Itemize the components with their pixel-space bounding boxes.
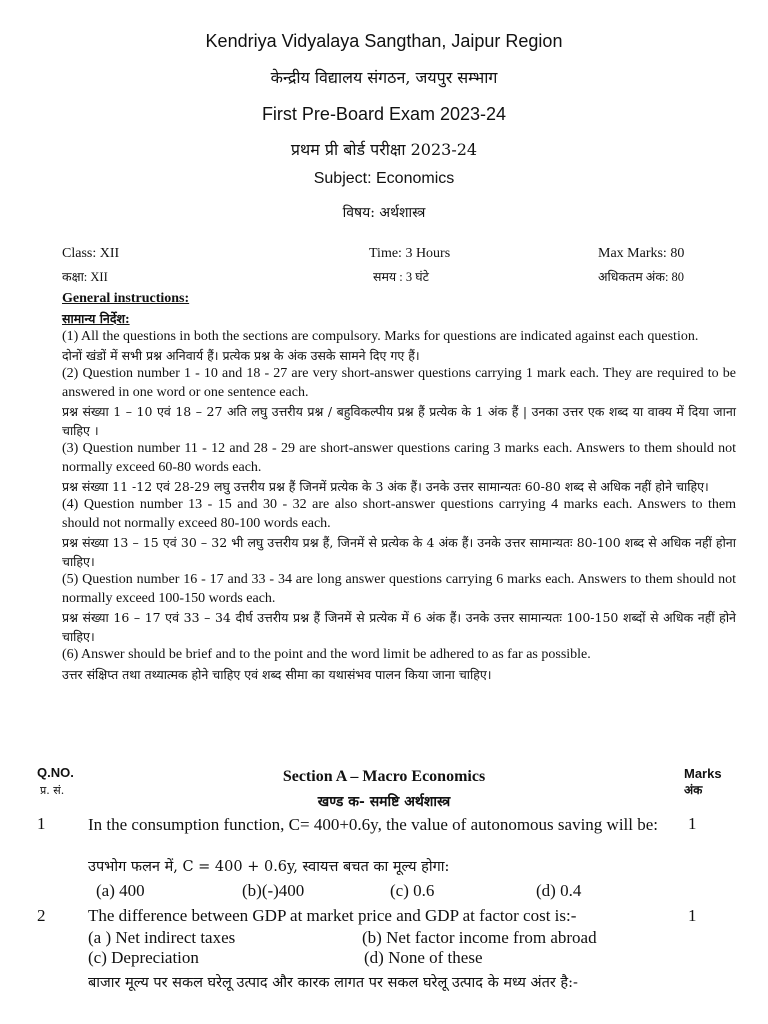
question-1-text-hi: उपभोग फलन में, C = 400 + 0.6y, स्वायत्त बचत का मूल्य होगा: [88,859,450,875]
question-1-number: 1 [37,814,46,833]
instruction-2-hi: प्रश्न संख्या 1 – 10 एवं 18 – 27 अति लघु उत्तरीय प्रश्न / बहुविकल्पीय प्रश्न हैं प्रत्येक के 1 अंक हैं | उनका उत्तर एक शब्द या वाक्य में दिया जाना चाहिए । [62,404,736,438]
question-1-option-b: (b)(-)400 [242,881,305,900]
max-marks-hi: अधिकतम अंक: 80 [598,270,685,284]
instruction-6-en: (6) Answer should be brief and to the point and the word limit be adhered to as far as possible. [62,647,591,662]
question-1-option-d: (d) 0.4 [536,881,582,900]
section-title-en: Section A – Macro Economics [282,768,486,785]
question-1-option-c: (c) 0.6 [390,881,435,900]
org-title-en: Kendriya Vidyalaya Sangthan, Jaipur Region [205,31,563,51]
subject-hi: विषय: अर्थशास्त्र [342,205,426,221]
question-2-marks: 1 [688,906,697,925]
instruction-1-hi: दोनों खंडों में सभी प्रश्न अनिवार्य हैं। प्रत्येक प्रश्न के अंक उसके सामने दिए गए हैं। [62,348,420,363]
question-2-option-b: (b) Net factor income from abroad [362,928,597,947]
time-hi: समय : 3 घंटे [373,270,429,284]
question-2-option-a: (a ) Net indirect taxes [88,928,236,947]
instruction-1-en: (1) All the questions in both the sections are compulsory. Marks for questions are indicated against each question. [62,328,699,344]
question-1-option-a: (a) 400 [96,881,145,900]
marks-header-en: Marks [684,766,722,781]
question-1-marks: 1 [688,814,697,833]
qno-header-hi: प्र. सं. [40,784,65,797]
instruction-4-en: (4) Question number 13 - 15 and 30 - 32 are also short-answer questions carrying 4 marks each. Answers to them should not normally exceed 80-100 words each. [62,497,736,531]
org-title-hi: केन्द्रीय विद्यालय संगठन, जयपुर सम्भाग [270,68,498,87]
question-2-option-c: (c) Depreciation [88,948,199,967]
question-2-text-en: The difference between GDP at market price and GDP at factor cost is:- [88,906,577,925]
class-en: Class: XII [62,246,120,261]
instruction-6-hi: उत्तर संक्षिप्त तथा तथ्यात्मक होने चाहिए एवं शब्द सीमा का यथासंभव पालन किया जाना चाहिए। [62,666,492,682]
instruction-2-en: (2) Question number 1 - 10 and 18 - 27 are very short-answer questions carrying 1 mark each. They are required to be answered in one word or one sentence each. [62,366,736,400]
question-1-text-en: In the consumption function, C= 400+0.6y, the value of autonomous saving will be: [88,815,659,834]
class-hi: कक्षा: XII [62,270,108,284]
question-2-number: 2 [37,906,46,925]
max-marks-en: Max Marks: 80 [598,246,685,261]
time-en: Time: 3 Hours [369,246,451,261]
marks-header-hi: अंक [684,783,703,797]
subject-en: Subject: Economics [313,170,455,187]
section-title-hi: खण्ड क- समष्टि अर्थशास्त्र [317,794,451,810]
instructions-heading-en: General instructions: [62,291,190,306]
instruction-3-en: (3) Question number 11 - 12 and 28 - 29 are short-answer questions caring 3 marks each. Answers to them should not normally exceed 60-80 words each. [62,441,736,475]
general-instructions [62,290,736,684]
question-2-text-hi: बाजार मूल्य पर सकल घरेलू उत्पाद और कारक लागत पर सकल घरेलू उत्पाद के मध्य अंतर है:- [88,975,578,991]
exam-title-en: First Pre-Board Exam 2023-24 [261,104,507,124]
instruction-5-hi: प्रश्न संख्या 16 – 17 एवं 33 – 34 दीर्घ उत्तरीय प्रश्न हैं जिनमें से प्रत्येक में 6 अंक हैं। उनके उत्तर सामान्यतः 100-150 शब्दों से अधिक नहीं होने चाहिए। [62,610,736,644]
instructions-heading-hi: सामान्य निर्देश: [62,310,130,326]
instruction-4-hi: प्रश्न संख्या 13 – 15 एवं 30 – 32 भी लघु उत्तरीय प्रश्न हैं, जिनमें से प्रत्येक के 4 अंक हैं। उनके उत्तर सामान्यतः 80-100 शब्द से अधिक नहीं होना चाहिए। [62,535,736,569]
instruction-3-hi: प्रश्न संख्या 11 -12 एवं 28-29 लघु उत्तरीय प्रश्न हैं जिनमें प्रत्येक के 3 अंक हैं। उनके उत्तर सामान्यतः 60-80 शब्द से अधिक नहीं होने चाहिए। [62,479,709,494]
question-2-option-d: (d) None of these [364,948,483,967]
exam-title-hi: प्रथम प्री बोर्ड परीक्षा 2023-24 [290,140,478,159]
instruction-5-en: (5) Question number 16 - 17 and 33 - 34 are long answer questions carrying 6 marks each. Answers to them should not normally exceed 100-150 words each. [62,572,736,606]
qno-header-en: Q.NO. [37,765,74,780]
